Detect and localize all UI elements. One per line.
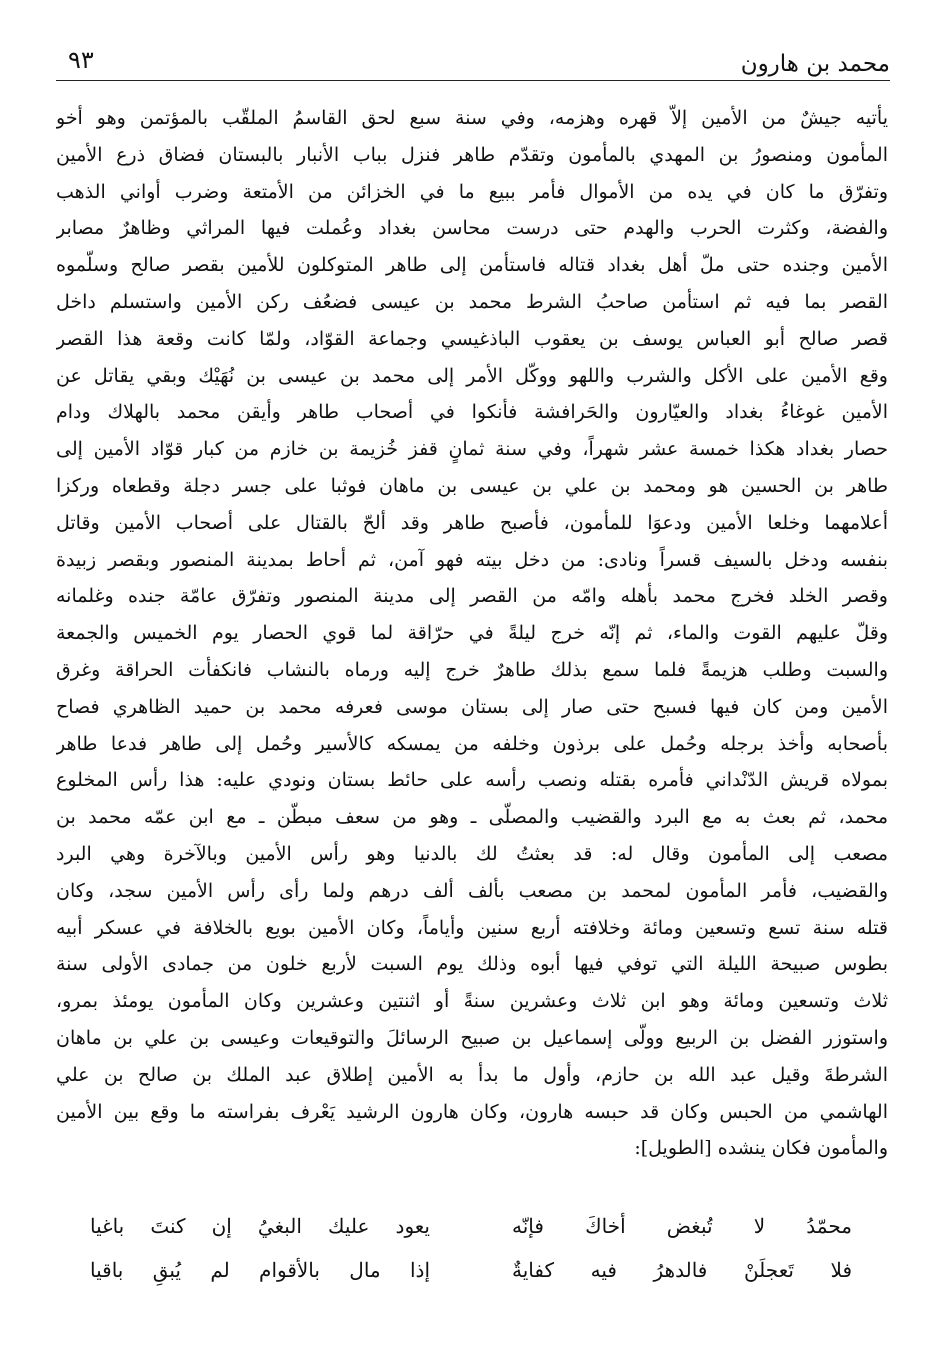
text-line: بأصحابه وأخذ برجله وحُمل على برذون وخلفه من يمسكه كالأسير وحُمل إلى طاهر فدعا طاهر xyxy=(56,732,888,755)
text-line: وقع الأمين على الأكل والشرب واللهو ووكّل الأمر إلى محمد بن عيسى بن نُهَيْك وبقي يقاتل عن xyxy=(56,364,888,387)
text-line: يأتيه جيشٌ من الأمين إلاّ قهره وهزمه، وفي سنة سبع لحق القاسمُ الملقّب بالمؤتمن وهو أخو xyxy=(56,107,888,129)
text-line: الهاشمي من الحبس وكان قد حبسه هارون، وكان هارون الرشيد يَعْرف بفراسته ما وقع بين الأمين xyxy=(56,1100,888,1123)
text-line: طاهر بن الحسين هو ومحمد بن علي بن عيسى بن ماهان فوثبا على جسر دجلة وقطعاه وركزا xyxy=(56,474,888,497)
text-line: والسبت وطلب هزيمةً فلما سمع بذلك طاهرٌ خرج إليه ورماه بالنشاب فانكفأت الحراقة وغرق xyxy=(56,658,888,681)
verse-first-hemistich: فلا تَعجلَنْ فالدهرُ فيه كفايةٌ xyxy=(512,1258,852,1282)
running-title: محمد بن هارون xyxy=(740,51,890,77)
text-line: قصر صالح أبو العباس يوسف بن يعقوب الباذغيسي وجماعة القوّاد، ولمّا كانت وقعة هذا القصر xyxy=(56,327,888,350)
verse-first-hemistich: محمّدُ لا تُبغض أخاكَ فإنّه xyxy=(512,1214,852,1238)
text-line: واستوزر الفضل بن الربيع وولّى إسماعيل بن صبيح الرسائلَ والتوقيعات وعيسى بن علي بن ماهان xyxy=(56,1026,888,1049)
verse-line xyxy=(90,1248,852,1292)
text-line: بطوس صبيحة الليلة التي توفي فيها أبوه وذلك يوم السبت لأربع خلون من جمادى الأولى سنة xyxy=(56,953,888,976)
text-line: ثلاث وتسعين ومائة وهو ابن ثلاث وعشرين سنةً أو اثنتين وعشرين وكان المأمون يومئذ بمرو، xyxy=(56,990,888,1013)
verse-second-hemistich: يعود عليك البغيُ إن كنتَ باغيا xyxy=(90,1214,430,1238)
verse-second-hemistich: إذا مال بالأقوام لم يُبقِ باقيا xyxy=(90,1258,430,1282)
poem-verses xyxy=(90,1204,852,1292)
text-line: محمد، ثم بعث به مع البرد والقضيب والمصلّى ـ وهو من سعف مبطّن ـ مع ابن عمّه محمد بن xyxy=(56,806,888,829)
text-line: الأمين وجنده حتى ملّ أهل بغداد قتاله فاستأمن إلى طاهر المتوكلون للأمين بقصر صالح وسلّموه xyxy=(56,254,888,277)
text-line: الأمين ومن كان فيها فسبح حتى صار إلى بستان موسى فعرفه محمد بن حميد الظاهري فصاح xyxy=(56,695,888,718)
text-line: أعلامهما وخلعا الأمين ودعوَا للمأمون، فأصبح طاهر وقد ألحّ بالقتال على أصحاب الأمين وقاتل xyxy=(56,511,888,534)
text-line: وقصر الخلد فخرج محمد بأهله وامّه من القصر إلى مدينة المنصور وتفرّق عامّة جنده وغلمانه xyxy=(56,585,888,608)
text-line: بمولاه قريش الدّنْداني فأمره بقتله ونصب رأسه على حائط بستان ونودي عليه: هذا رأس المخلوع xyxy=(56,769,888,792)
verse-line xyxy=(90,1204,852,1248)
text-line: قتله سنة تسع وتسعين ومائة وخلافته أربع سنين وأياماً، وكان الأمين بويع بالخلافة في عسكر أبيه xyxy=(56,916,888,939)
text-line: وتفرّق ما كان في يده من الأموال فأمر ببيع ما في الخزائن من الأمتعة وضرب أواني الذهب xyxy=(56,180,888,203)
text-line: الشرطةَ وقيل عبد الله بن حازم، وأول ما بدأ به الأمين إطلاق عبد الملك بن صالح بن علي xyxy=(56,1063,888,1086)
body-text xyxy=(56,100,888,1167)
page-number: ٩٣ xyxy=(68,46,94,74)
text-line: الأمين غوغاءُ بغداد والعيّارون والحَرافشة فأنكوا في أصحاب طاهر وأيقن محمد بالهلاك ودام xyxy=(56,401,888,424)
text-line: المأمون ومنصورُ بن المهدي بالمأمون وتقدّم طاهر فنزل بباب الأنبار بالبستان فضاق ذرع الأمين xyxy=(56,143,888,166)
text-line: والقضيب، فأمر المأمون لمحمد بن مصعب بألف ألف درهم ولما رأى رأس الأمين سجد، وكان xyxy=(56,879,888,902)
text-line: والمأمون فكان ينشده [الطويل]: xyxy=(634,1137,888,1160)
text-line: حصار بغداد هكذا خمسة عشر شهراً، وفي سنة ثمانٍ قفز خُزيمة بن خازم من كبار قوّاد الأمين إلى xyxy=(56,438,888,461)
text-line: بنفسه ودخل بالسيف قسراً ونادى: من دخل بيته فهو آمن، ثم أحاط بمدينة المنصور وبقصر زبيدة xyxy=(56,548,888,571)
text-line: القصر بما فيه ثم استأمن صاحبُ الشرط محمد بن عيسى فضعُف ركن الأمين واستسلم داخل xyxy=(56,290,888,313)
text-line: والفضة، وكثرت الحرب والهدم حتى درست محاسن بغداد وعُملت فيها المراثي وظاهرٌ مصابر xyxy=(56,217,888,240)
text-line: وقلّ عليهم القوت والماء، ثم إنّه خرج ليلةً في حرّاقة لما قوي الحصار يوم الخميس والجمعة xyxy=(56,622,888,645)
page-header xyxy=(56,36,890,81)
text-line: مصعب إلى المأمون وقال له: قد بعثتُ لك بالدنيا وهو رأس الأمين وبالآخرة وهي البرد xyxy=(56,842,888,865)
